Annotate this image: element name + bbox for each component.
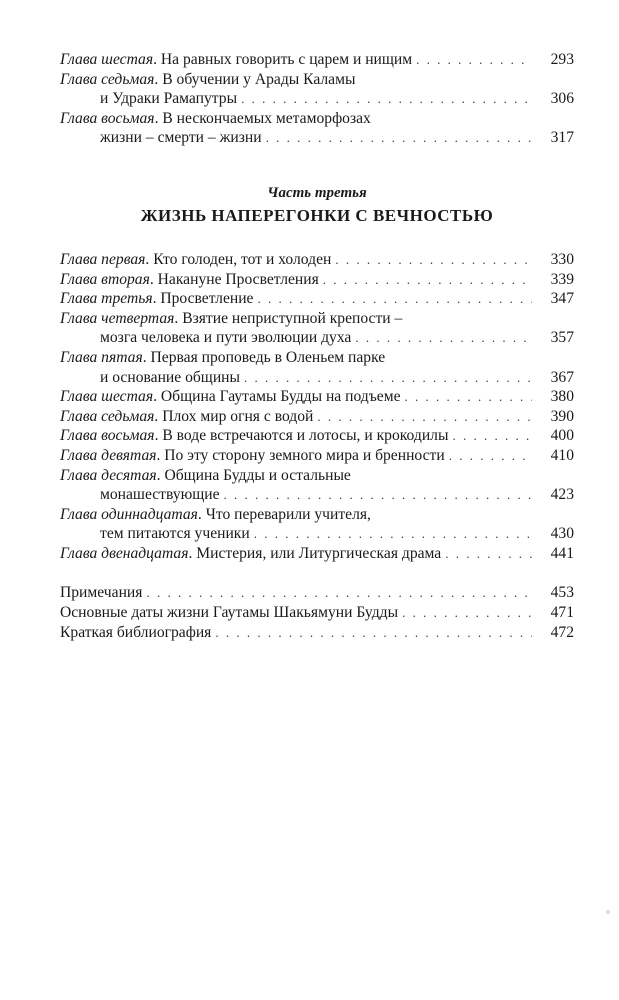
part-title: ЖИЗНЬ НАПЕРЕГОНКИ С ВЕЧНОСТЬЮ (140, 205, 494, 225)
leader-dots (254, 524, 532, 544)
chapter-title: В воде встречаются и лотосы, и крокодилы (162, 427, 449, 445)
toc-entry[interactable]: Глава пятая. Первая проповедь в Оленьем парке и основание общины . . . 367 (60, 348, 574, 387)
part-heading (60, 182, 574, 228)
leader-dots (215, 623, 532, 643)
chapter-label: Глава четвертая (60, 309, 175, 327)
chapter-title: Мистерия, или Литургическая драма (196, 544, 442, 562)
leader-dots (224, 485, 532, 505)
chapter-label: Глава одиннадцатая (60, 505, 198, 523)
chapter-title-cont: тем питаются ученики (100, 525, 250, 543)
toc-entry[interactable] (60, 583, 574, 603)
chapter-label: Глава вторая (60, 270, 150, 288)
chapter-title-cont: жизни – смерти – жизни (100, 129, 262, 147)
table-of-contents (60, 50, 574, 642)
leader-dots (146, 583, 532, 603)
chapter-title: В нескончаемых метаморфозах (162, 109, 371, 127)
leader-dots (402, 603, 532, 623)
chapter-title: В обучении у Арады Каламы (162, 70, 356, 88)
chapter-title: По эту сторону земного мира и бренности (164, 446, 445, 464)
toc-entry[interactable]: Глава восьмая. В воде встречаются и лотосы, и крокодилы . . . 400 (60, 426, 574, 446)
chapter-label: Глава седьмая (60, 70, 155, 88)
toc-appendix-list (60, 583, 574, 642)
leader-dots (317, 407, 532, 427)
page-number: 380 (550, 388, 574, 406)
chapter-title: Община Гаутамы Будды на подъеме (160, 388, 401, 406)
toc-entry[interactable]: Глава одиннадцатая. Что переварили учителя, тем питаются ученики . . . 430 (60, 505, 574, 544)
toc-entry[interactable]: Глава вторая. Накануне Просветления . . . 339 (60, 270, 574, 290)
page-number: 472 (550, 623, 574, 641)
chapter-title: Плох мир огня с водой (162, 407, 314, 425)
leader-dots (449, 446, 532, 466)
page-number: 453 (550, 584, 574, 602)
page-number: 430 (550, 525, 574, 543)
chapter-title: Просветление (160, 290, 254, 308)
page-number: 441 (550, 544, 574, 562)
toc-entry[interactable]: Глава седьмая. В обучении у Арады Каламы и Удраки Рамапутры . . . 306 (60, 70, 574, 109)
section-title: Примечания (60, 584, 143, 602)
page-number: 423 (550, 486, 574, 504)
chapter-title-cont: монашествующие (100, 486, 220, 504)
page-number: 347 (550, 290, 574, 308)
leader-dots (266, 128, 532, 148)
toc-entry[interactable] (60, 623, 574, 643)
chapter-title: На равных говорить с царем и нищим (160, 51, 413, 68)
chapter-label: Глава восьмая (60, 427, 155, 445)
section-title: Основные даты жизни Гаутамы Шакьямуни Будды (60, 604, 399, 622)
scan-speck (606, 910, 610, 914)
chapter-title: Взятие неприступной крепости – (182, 309, 403, 327)
chapter-label: Глава шестая (60, 51, 154, 68)
chapter-title: Община Будды и остальные (164, 466, 351, 484)
leader-dots (405, 387, 532, 407)
chapter-label: Глава девятая (60, 446, 157, 464)
chapter-label: Глава третья (60, 290, 153, 308)
chapter-label: Глава шестая (60, 388, 154, 406)
page-number: 410 (550, 446, 574, 464)
chapter-title-cont: и основание общины (100, 368, 240, 386)
chapter-title: Что переварили учителя, (205, 505, 371, 523)
toc-entry[interactable]: Глава третья. Просветление . . . 347 (60, 289, 574, 309)
page-number: 306 (550, 90, 574, 108)
chapter-label: Глава двенадцатая (60, 544, 189, 562)
chapter-label: Глава восьмая (60, 109, 155, 127)
page-number: 293 (550, 51, 574, 68)
chapter-title: Накануне Просветления (157, 270, 319, 288)
page-number: 471 (550, 604, 574, 622)
toc-entry[interactable]: Глава четвертая. Взятие неприступной крепости – мозга человека и пути эволюции духа . . . 357 (60, 309, 574, 348)
toc-top-list (60, 50, 574, 148)
leader-dots (323, 270, 532, 290)
chapter-title-cont: мозга человека и пути эволюции духа (100, 329, 352, 347)
chapter-label: Глава десятая (60, 466, 157, 484)
leader-dots (452, 426, 532, 446)
page-number: 357 (550, 329, 574, 347)
page-number: 400 (550, 427, 574, 445)
toc-entry[interactable] (60, 603, 574, 623)
toc-entry[interactable]: Глава восьмая. В нескончаемых метаморфозах жизни – смерти – жизни . . . 317 (60, 109, 574, 148)
page-number: 390 (550, 407, 574, 425)
toc-entry[interactable]: Глава первая. Кто голоден, тот и холоден . . . 330 (60, 250, 574, 270)
chapter-title: Кто голоден, тот и холоден (153, 250, 332, 268)
chapter-label: Глава первая (60, 250, 146, 268)
toc-entry[interactable]: Глава десятая. Община Будды и остальные монашествующие . . . 423 (60, 466, 574, 505)
page-number: 367 (550, 368, 574, 386)
page-number: 339 (550, 270, 574, 288)
toc-entry[interactable]: Глава седьмая. Плох мир огня с водой . . . 390 (60, 407, 574, 427)
chapter-label: Глава седьмая (60, 407, 155, 425)
leader-dots (445, 544, 532, 564)
leader-dots (241, 89, 532, 109)
chapter-title-cont: и Удраки Рамапутры (100, 90, 238, 108)
leader-dots (355, 328, 532, 348)
leader-dots (416, 50, 532, 70)
toc-entry[interactable]: Глава шестая. Община Гаутамы Будды на подъеме . . . 380 (60, 387, 574, 407)
part-subtitle: Часть третья (267, 184, 367, 201)
page-number: 317 (550, 129, 574, 147)
toc-entry[interactable]: Глава двенадцатая. Мистерия, или Литургическая драма . . . 441 (60, 544, 574, 564)
leader-dots (335, 250, 532, 270)
toc-entry[interactable]: Глава шестая. На равных говорить с царем и нищим . . . 293 (60, 50, 574, 70)
chapter-title: Первая проповедь в Оленьем парке (150, 348, 386, 366)
section-title: Краткая библиография (60, 623, 212, 641)
leader-dots (257, 289, 532, 309)
page-number: 330 (550, 250, 574, 268)
leader-dots (244, 368, 532, 388)
toc-part-list (60, 250, 574, 564)
chapter-label: Глава пятая (60, 348, 143, 366)
toc-entry[interactable]: Глава девятая. По эту сторону земного мира и бренности . . . 410 (60, 446, 574, 466)
